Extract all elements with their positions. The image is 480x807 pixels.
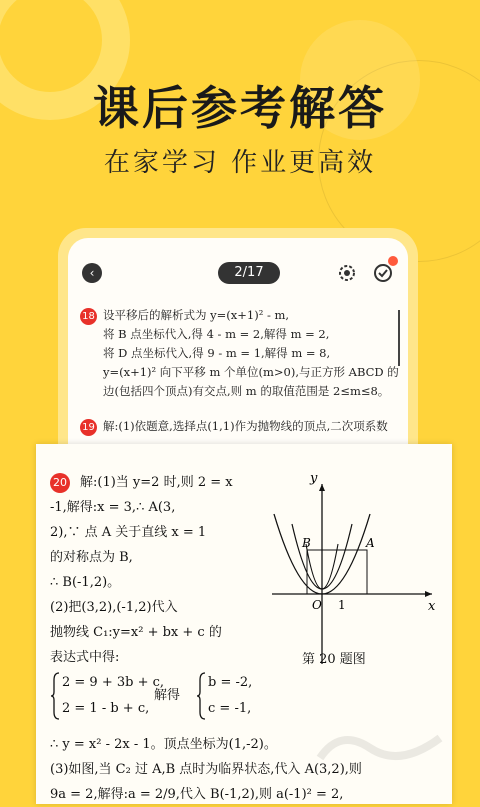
phone-mockup bbox=[58, 228, 418, 478]
watermark-logo bbox=[300, 718, 460, 774]
viewer-topbar bbox=[68, 238, 408, 286]
answer-line: 将 D 点坐标代入,得 9 - m = 1,解得 m = 8, bbox=[103, 346, 331, 360]
question-number: 18 bbox=[80, 308, 97, 325]
answer-line: 9a = 2,解得:a = 2/9,代入 B(-1,2),则 a(-1)² = 2, bbox=[50, 787, 344, 802]
answer-line: (3)如图,当 C₂ 过 A,B 点时为临界状态,代入 A(3,2),则 bbox=[50, 762, 362, 777]
answer-card-text bbox=[50, 470, 280, 722]
answer-line: 设平移后的解析式为 y=(x+1)² - m, bbox=[103, 308, 290, 322]
answer-line: 抛物线 C₁:y=x² + bx + c 的 bbox=[50, 625, 222, 640]
answer-line: ∴ B(-1,2)。 bbox=[50, 575, 121, 590]
question-number: 20 bbox=[50, 473, 70, 493]
hero-title: 课后参考解答 bbox=[93, 81, 387, 135]
page-indicator[interactable]: 2/17 bbox=[218, 262, 280, 284]
y-axis-label: y bbox=[310, 471, 318, 486]
answer-text bbox=[80, 306, 399, 436]
equation-line: 2 = 9 + 3b + c, bbox=[62, 675, 165, 690]
answer-line: y=(x+1)² 向下平移 m 个单位(m>0),与正方形 ABCD 的 bbox=[103, 365, 399, 379]
solve-label: 解得 bbox=[154, 688, 181, 703]
parabola-graph bbox=[262, 464, 442, 674]
answer-line: -1,解得:x = 3,∴ A(3, bbox=[50, 500, 176, 515]
answer-line: 的对称点为 B, bbox=[50, 550, 133, 565]
equation-system bbox=[50, 670, 280, 722]
equation-line: b = -2, bbox=[208, 675, 253, 690]
equation-line: c = -1, bbox=[208, 701, 252, 716]
back-icon[interactable]: ‹ bbox=[82, 263, 102, 283]
answer-line: 将 B 点坐标代入,得 4 - m = 2,解得 m = 2, bbox=[103, 327, 330, 341]
answer-line: 表达式中得: bbox=[50, 650, 120, 665]
hero-subtitle: 在家学习 作业更高效 bbox=[103, 148, 377, 178]
scrollbar[interactable] bbox=[398, 310, 400, 366]
settings-icon[interactable] bbox=[336, 262, 358, 284]
figure-caption: 第 20 题图 bbox=[302, 652, 366, 667]
answer-line: (2)把(3,2),(-1,2)代入 bbox=[50, 600, 178, 615]
point-a-label: A bbox=[366, 536, 375, 550]
answer-line: 解:(1)当 y=2 时,则 2 = x bbox=[80, 475, 233, 490]
x-axis-label: x bbox=[428, 599, 436, 614]
question-number: 19 bbox=[80, 419, 97, 436]
answer-line: 解:(1)依题意,选择点(1,1)作为抛物线的顶点,二次项系数 bbox=[103, 419, 388, 433]
point-b-label: B bbox=[302, 536, 311, 550]
notification-badge bbox=[388, 256, 398, 266]
answer-line: 2),∵ 点 A 关于直线 x = 1 bbox=[50, 525, 207, 540]
tick-label: 1 bbox=[338, 598, 346, 612]
origin-label: O bbox=[312, 598, 322, 612]
left-brace-icon bbox=[50, 672, 60, 720]
right-brace-icon bbox=[196, 672, 206, 720]
answer-line: 边(包括四个顶点)有交点,则 m 的取值范围是 2≤m≤8。 bbox=[103, 384, 390, 398]
answer-line: ∴ y = x² - 2x - 1。顶点坐标为(1,-2)。 bbox=[50, 737, 277, 752]
viewer-screen bbox=[68, 238, 408, 478]
equation-line: 2 = 1 - b + c, bbox=[62, 701, 150, 716]
